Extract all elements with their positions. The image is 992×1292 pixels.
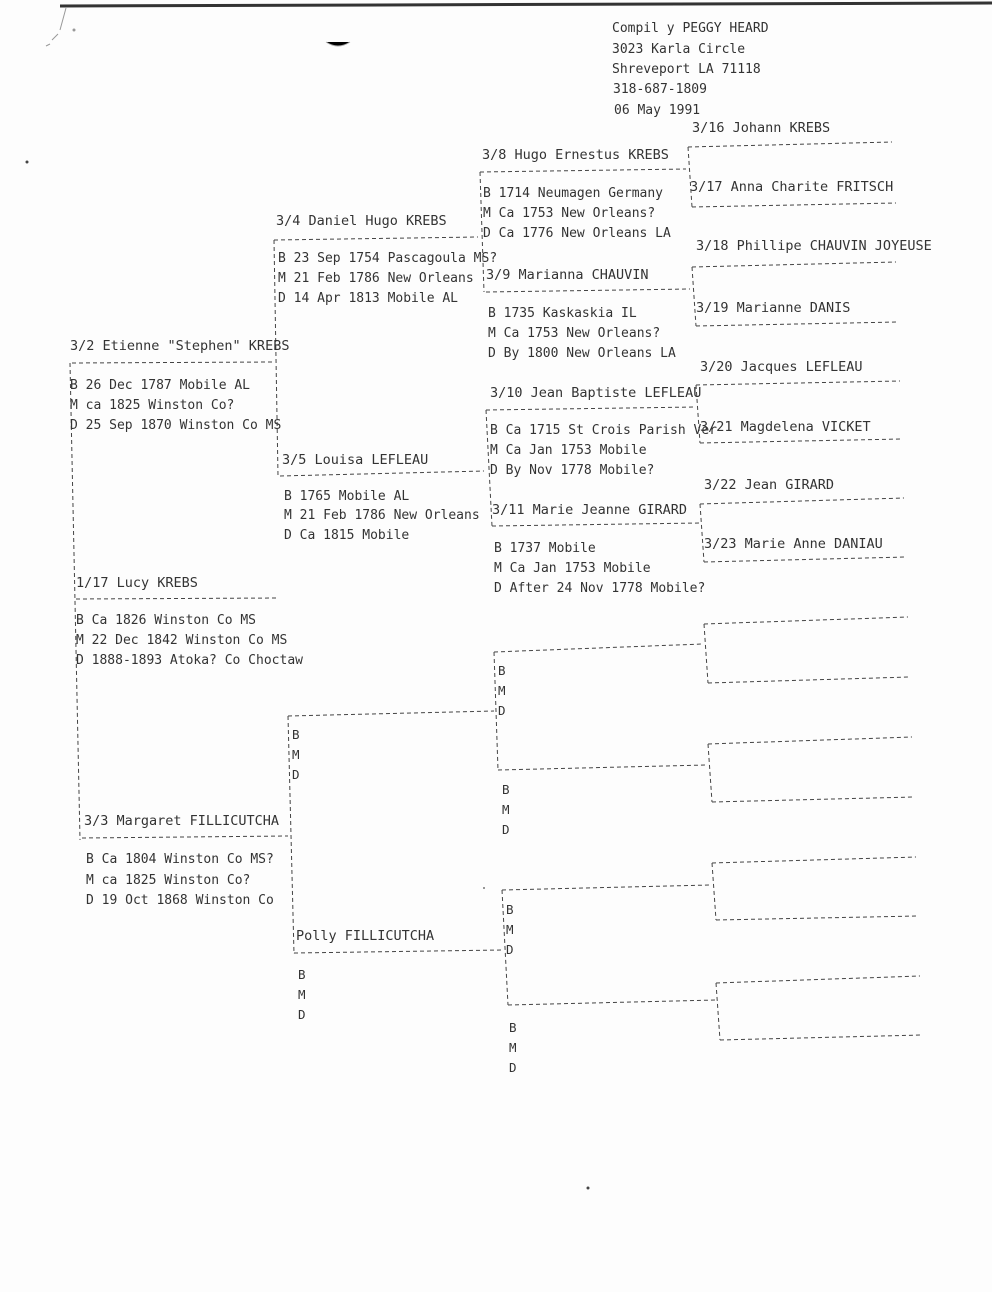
blank-death: D [506,942,514,957]
person-death: D 25 Sep 1870 Winston Co MS [70,418,282,433]
person-name: 3/2 Etienne "Stephen" KREBS [70,338,290,354]
person-birth: B 1735 Kaskaskia IL [488,306,637,321]
person-name: 3/3 Margaret FILLICUTCHA [84,813,280,829]
person-marriage: M Ca 1753 New Orleans? [488,326,661,341]
person-marriage: M ca 1825 Winston Co? [70,398,235,413]
person-birth: B Ca 1826 Winston Co MS [76,613,257,628]
person-bmd [298,965,306,1025]
person-name: 3/22 Jean GIRARD [704,477,835,493]
blank-bmd [509,1018,517,1078]
blank-marriage: M [502,802,510,817]
person-birth: B 1765 Mobile AL [284,489,410,504]
person-birth: B Ca 1804 Winston Co MS? [86,852,274,867]
person-marriage: M 22 Dec 1842 Winston Co MS [76,633,288,648]
person-name: 3/11 Marie Jeanne GIRARD [492,502,688,518]
compiler-name: Compil y PEGGY HEARD [612,21,769,36]
blank-bmd [502,780,510,840]
person-death: D [298,1007,306,1022]
person-birth: B 26 Dec 1787 Mobile AL [70,378,251,393]
blank-bmd [292,725,300,785]
compiler-address: 3023 Karla Circle [612,42,746,57]
person-birth: B 1714 Neumagen Germany [483,186,664,201]
blank-birth: B [506,902,514,917]
blank-marriage: M [509,1040,517,1055]
blank-death: D [292,767,300,782]
person-name: 3/17 Anna Charite FRITSCH [690,179,894,195]
blank-birth: B [498,663,506,678]
blank-marriage: M [292,747,300,762]
person-death: D 14 Apr 1813 Mobile AL [278,291,459,306]
person-name: 3/10 Jean Baptiste LEFLEAU [490,385,702,401]
blank-marriage: M [498,683,506,698]
person-death: D By Nov 1778 Mobile? [490,463,655,478]
person-name: 3/20 Jacques LEFLEAU [700,359,863,375]
person-death: D Ca 1815 Mobile [284,528,410,543]
compiler-phone: 318-687-1809 [613,82,707,97]
blank-death: D [502,822,510,837]
person-marriage: M Ca 1753 New Orleans? [483,206,656,221]
person-name: 3/19 Marianne DANIS [696,300,851,316]
blank-bmd [506,900,514,960]
blank-death: D [509,1060,517,1075]
person-name: 3/18 Phillipe CHAUVIN JOYEUSE [696,238,932,254]
person-death: D After 24 Nov 1778 Mobile? [494,581,706,596]
blank-death: D [498,703,506,718]
person-death: D Ca 1776 New Orleans LA [483,226,671,241]
person-marriage: M Ca Jan 1753 Mobile [490,443,647,458]
person-death: D 1888-1893 Atoka? Co Choctaw [76,653,303,668]
person-name: 3/23 Marie Anne DANIAU [704,536,883,552]
compiler-date: 06 May 1991 [614,103,701,118]
person-name: 1/17 Lucy KREBS [76,575,198,591]
person-name: Polly FILLICUTCHA [296,928,435,944]
person-marriage: M Ca Jan 1753 Mobile [494,561,651,576]
blank-birth: B [292,727,300,742]
person-marriage: M [298,987,306,1002]
person-birth: B 23 Sep 1754 Pascagoula MS? [278,251,498,266]
blank-birth: B [502,782,510,797]
blank-marriage: M [506,922,514,937]
person-name: 3/5 Louisa LEFLEAU [282,452,429,468]
person-death: D By 1800 New Orleans LA [488,346,676,361]
person-marriage: M 21 Feb 1786 New Orleans [278,271,474,286]
person-marriage: M 21 Feb 1786 New Orleans [284,508,480,523]
person-name: 3/21 Magdelena VICKET [700,419,871,435]
person-name: 3/16 Johann KREBS [692,120,831,136]
person-birth: B Ca 1715 St Crois Parish Ver [490,423,717,438]
blank-bmd [498,661,506,721]
person-birth: B [298,967,306,982]
person-birth: B 1737 Mobile [494,541,596,556]
person-death: D 19 Oct 1868 Winston Co [86,893,274,908]
blank-birth: B [509,1020,517,1035]
compiler-city: Shreveport LA 71118 [612,62,761,77]
person-name: 3/4 Daniel Hugo KREBS [276,213,447,229]
person-name: 3/9 Marianna CHAUVIN [486,267,649,283]
person-marriage: M ca 1825 Winston Co? [86,873,251,888]
person-name: 3/8 Hugo Ernestus KREBS [482,147,669,163]
